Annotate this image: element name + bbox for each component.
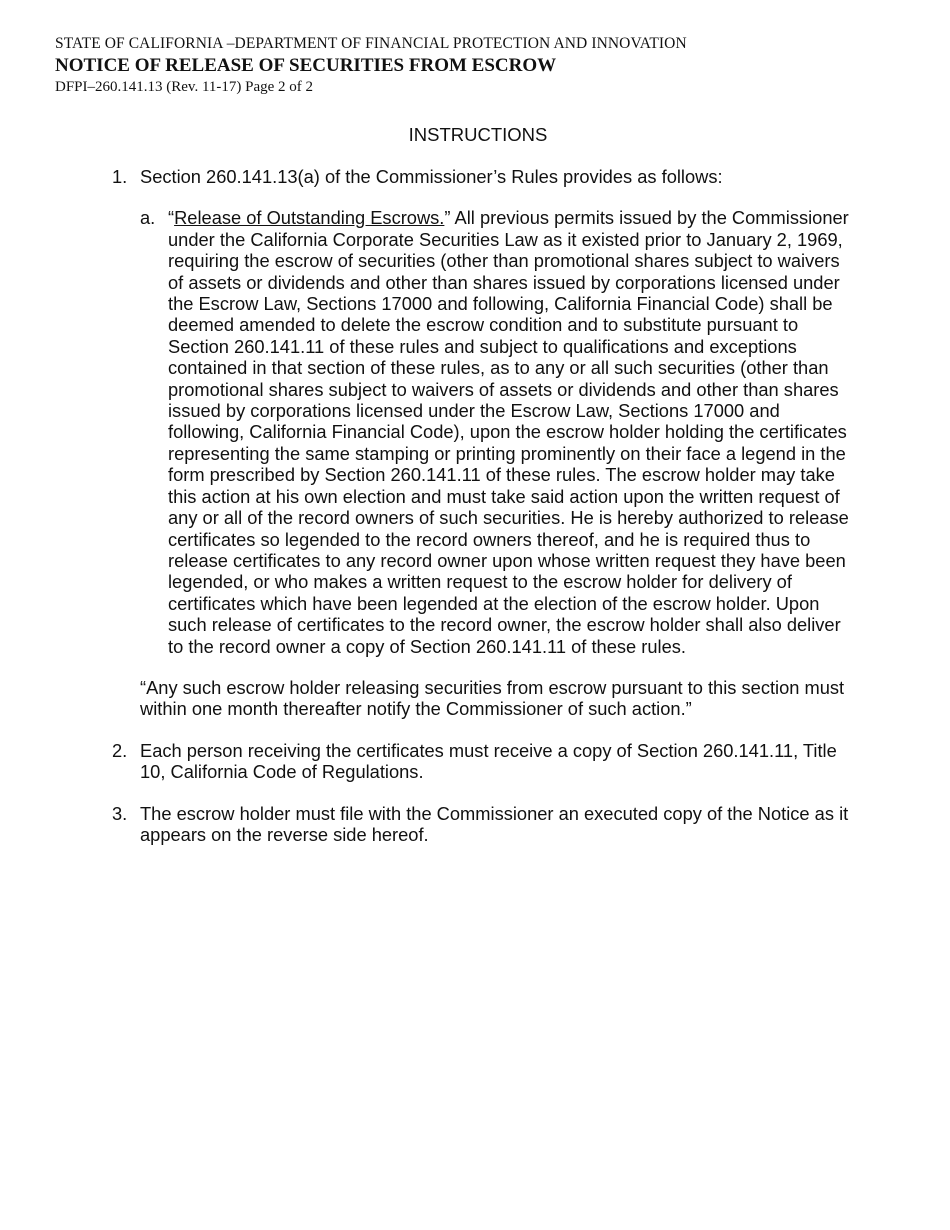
section-heading: INSTRUCTIONS xyxy=(408,124,548,145)
form-header xyxy=(55,34,687,97)
rule-text xyxy=(168,207,852,657)
instruction-item-1 xyxy=(112,166,852,720)
instructions-list xyxy=(112,166,852,845)
instruction-text: Section 260.141.13(a) of the Commissioner’s Rules provides as follows: xyxy=(140,166,723,187)
item-number: 3. xyxy=(112,802,128,824)
instruction-item-3 xyxy=(112,803,852,846)
instruction-text: Each person receiving the certificates must receive a copy of Section 260.141.11, Title 10, California Code of Regulations. xyxy=(140,739,837,783)
form-number: DFPI–260.141.13 (Rev. 11-17) Page 2 of 2 xyxy=(55,79,314,95)
item-number: 1. xyxy=(112,166,128,187)
sub-item-letter: a. xyxy=(140,207,156,229)
open-quote: “ xyxy=(168,207,175,229)
agency-name: STATE OF CALIFORNIA –DEPARTMENT OF FINANCIAL PROTECTION AND INNOVATION xyxy=(55,35,687,52)
sub-item-a xyxy=(140,207,852,657)
closing-quote: “Any such escrow holder releasing securities from escrow pursuant to this section must within one month thereafter notify the Commissioner of such action.” xyxy=(140,676,845,720)
rule-body: ” All previous permits issued by the Commissioner under the California Corporate Securities Law as it existed prior to January 2, 1969, requiring the escrow of securities (other than promotional shares subject to waivers of assets or dividends and other than shares issued by corporations licensed under the Escrow Law, Sections 17000 and following, California Financial Code) shall be deemed amended to delete the escrow condition and to substitute pursuant to Section 260.141.11 of these rules and subject to qualifications and exceptions contained in that section of these rules, as to any or all such securities (other than promotional shares subject to waivers of assets or dividends and other than shares issued by corporations licensed under the Escrow Law, Sections 17000 and following, California Financial Code), upon the escrow holder holding the certificates representing the same stamping or printing prominently on their face a legend in the form prescribed by Section 260.141.11 of these rules. The escrow holder may take this action at his own election and must take said action upon the written request of any or all of the record owners of such securities. He is hereby authorized to release certificates so legended to the record owners thereof, and he is required thus to release certificates to any record owner upon whose written request they have been legended, or who makes a written request to the escrow holder for delivery of certificates which have been legended at the election of the escrow holder. Upon such release of certificates to the record owner, the escrow holder shall also deliver to the record owner a copy of Section 260.141.11 of these rules. xyxy=(168,207,849,657)
item-number: 2. xyxy=(112,739,128,761)
instruction-item-2 xyxy=(112,740,852,783)
form-title: NOTICE OF RELEASE OF SECURITIES FROM ESCROW xyxy=(55,55,557,76)
instruction-text: The escrow holder must file with the Commissioner an executed copy of the Notice as it appears on the reverse side hereof. xyxy=(140,802,849,845)
rule-title: Release of Outstanding Escrows. xyxy=(174,207,445,229)
